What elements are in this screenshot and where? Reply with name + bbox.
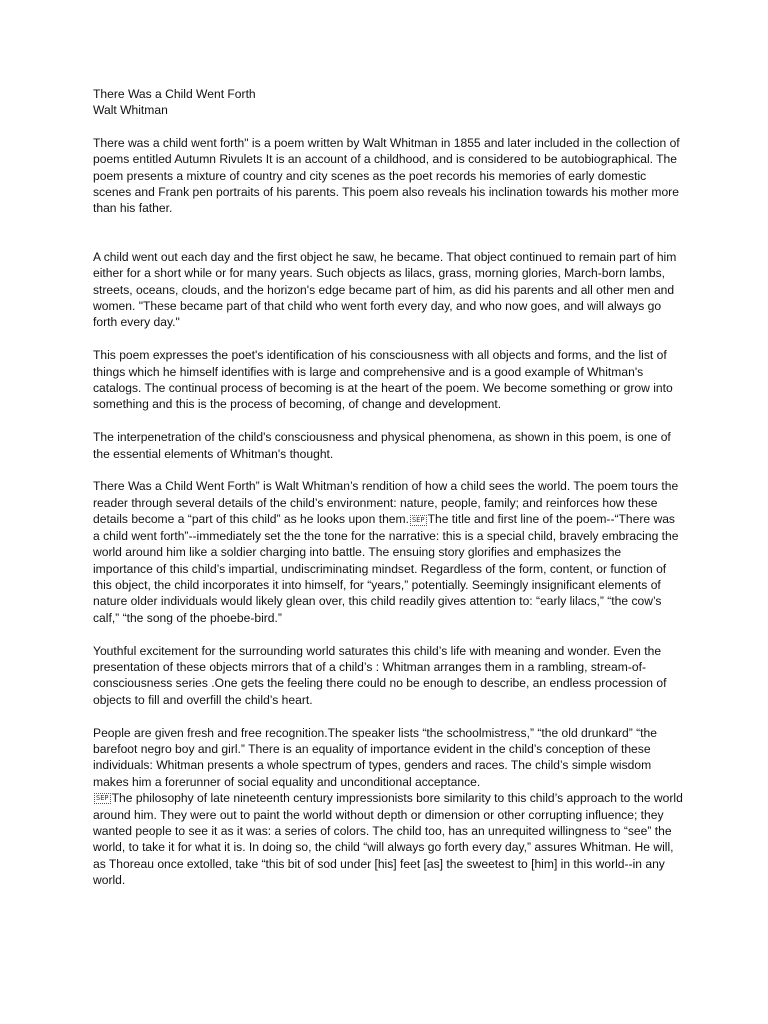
- paragraph-rendition: [93, 478, 683, 626]
- document-author: Walt Whitman: [93, 103, 168, 118]
- paragraph-rendition-part-2: The title and first line of the poem--“There was a child went forth”--immediately set the the tone for the narrative: this is a special child, bravely embracing the world around him like a soldier charging into battle. The ensuing story glorifies and emphasizes the importance of this child’s impartial, undiscriminating mindset. Regardless of the form, content, or function of this object, the child incorporates it into himself, for “years,” potentially. Seemingly insignificant elements of nature older individuals would likely glean over, this child readily gives attention to: “early lilacs,” “the cow’s calf,” “the song of the phoebe-bird.”: [93, 512, 679, 625]
- separator-glyph-icon: SEP: [411, 515, 425, 524]
- paragraph-recognition-part-1: People are given fresh and free recognition.The speaker lists “the schoolmistress,” “the old drunkard” “the barefoot negro boy and girl.” There is an equality of importance evident in the child’s conception of these individuals: Whitman presents a whole spectrum of types, genders and races. The child’s simple wisdom makes him a forerunner of social equality and unconditional acceptance.: [93, 725, 657, 789]
- paragraph-rendition-part-1: There Was a Child Went Forth” is Walt Whitman’s rendition of how a child sees the world. The poem tours the reader through several details of the child’s environment: nature, people, family; and reinforces how these details become a “part of this child” as he looks upon them.: [93, 479, 679, 527]
- separator-glyph-icon: SEP: [96, 794, 109, 803]
- paragraph-recognition-part-2: The philosophy of late nineteenth century impressionists bore similarity to this child’s approach to the world around him. They were out to paint the world without depth or dimension or other corrupting influence; they wanted people to see it as it was: a series of colors. The child too, has an unrequited willingness to “see” the world, to take it for what it is. In doing so, the child “will always go forth every day,” assures Whitman. He will, as Thoreau once extolled, take “this bit of sod under [his] feet [as] the sweetest to [him] in this world--in any world.: [93, 791, 683, 888]
- paragraph-recognition: [93, 725, 683, 889]
- paragraph-intro: There was a child went forth" is a poem written by Walt Whitman in 1855 and later included in the collection of poems entitled Autumn Rivulets It is an account of a childhood, and is considered to be autobiographical. The poem presents a mixture of country and city scenes as the poet records his memories of early domestic scenes and Frank pen portraits of his parents. This poem also reveals his inclination towards his mother more than his father.: [93, 135, 680, 216]
- document-page: [93, 86, 683, 905]
- paragraph-interpenetration: The interpenetration of the child's consciousness and physical phenomena, as shown in this poem, is one of the essential elements of Whitman's thought.: [93, 430, 671, 461]
- document-title: There Was a Child Went Forth: [93, 87, 256, 101]
- paragraph-youthful-excitement: Youthful excitement for the surrounding world saturates this child’s life with meaning and wonder. Even the presentation of these objects mirrors that of a child’s : Whitman arranges them in a rambling, stream-of-consciousness series .One gets the feeling there could no be enough to describe, an endless procession of objects to fill and overfill the child’s heart.: [93, 643, 667, 707]
- paragraph-identification: This poem expresses the poet's identification of his consciousness with all objects and forms, and the list of things which he himself identifies with is large and comprehensive and is a good example of Whitman's catalogs. The continual process of becoming is at the heart of the poem. We become something or grow into something and this is the process of becoming, of change and development.: [93, 348, 673, 412]
- paragraph-child-went-out: A child went out each day and the first object he saw, he became. That object continued to remain part of him either for a short while or for many years. Such objects as lilacs, grass, morning glories, March-born lambs, streets, oceans, clouds, and the horizon's edge became part of him, as did his parents and all other men and women. "These became part of that child who went forth every day, and who now goes, and will always go forth every day.": [93, 249, 677, 330]
